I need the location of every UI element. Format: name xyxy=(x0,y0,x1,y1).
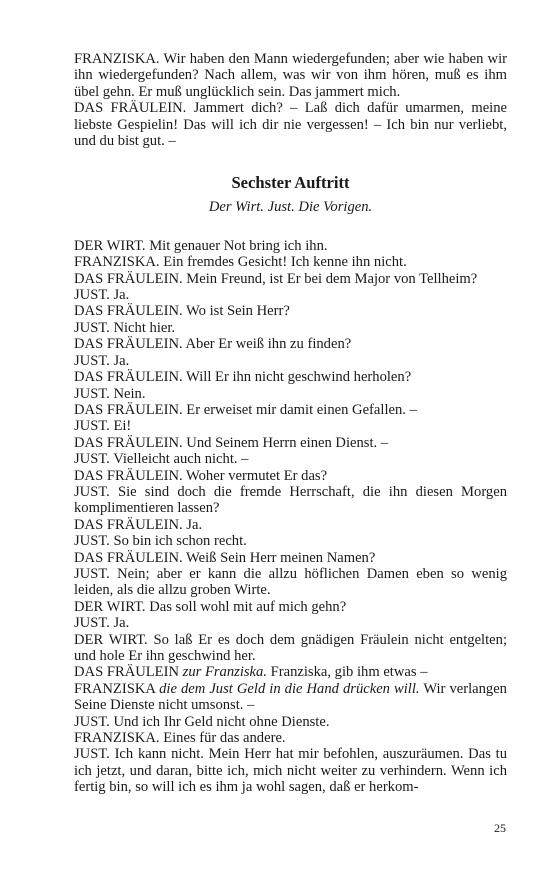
intro-paragraph-2: DAS FRÄULEIN. Jammert dich? – Laß dich dafür umarmen, meine liebste Gespielin! Das will ich dir nie vergessen! – Ich bin nur verliebt, und du bist gut. – xyxy=(74,100,507,150)
dialogue-text: Wir verlangen Seine Dienste nicht umsonst. – xyxy=(74,680,507,714)
dialogue-line-with-direction xyxy=(74,681,507,714)
dialogue-line: JUST. So bin ich schon recht. xyxy=(74,533,247,550)
dialogue-line: DAS FRÄULEIN. Weiß Sein Herr meinen Namen? xyxy=(74,549,376,566)
stage-direction-inline: zur Franziska. xyxy=(182,664,267,681)
dialogue-line: JUST. Ja. xyxy=(74,352,130,369)
dialogue-line: DER WIRT. So laß Er es doch dem gnädigen Fräulein nicht entgelten; und hole Er ihn geschwind her. xyxy=(74,631,507,664)
stage-direction-inline: die dem Just Geld in die Hand drücken will. xyxy=(159,680,420,697)
dialogue-line: JUST. Ja. xyxy=(74,615,130,632)
dialogue-line: FRANZISKA. Ein fremdes Gesicht! Ich kenne ihn nicht. xyxy=(74,254,407,271)
dialogue-line: JUST. Nein. xyxy=(74,385,146,402)
scene-title: Sechster Auftritt xyxy=(231,173,350,193)
dialogue-line: JUST. Nein; aber er kann die allzu höflichen Damen eben so wenig leiden, als die allzu groben Wirte. xyxy=(74,565,507,599)
dialogue-line: DER WIRT. Mit genauer Not bring ich ihn. xyxy=(74,237,328,254)
page-number: 25 xyxy=(494,821,506,835)
dialogue-block xyxy=(74,238,507,796)
intro-paragraph-1: FRANZISKA. Wir haben den Mann wiedergefunden; aber wie haben wir ihn wiedergefunden? Nach allem, was wir von ihm hören, muß es ihm übel gehn. Er muß unglücklich sein. Das jammert mich. xyxy=(74,51,507,100)
dialogue-line: JUST. Nicht hier. xyxy=(74,319,176,336)
dialogue-line: FRANZISKA. Eines für das andere. xyxy=(74,730,286,747)
dialogue-line: JUST. Ich kann nicht. Mein Herr hat mir befohlen, auszuräumen. Das tu ich jetzt, und daran, bitte ich, mich nicht weiter zu verhindern. Wenn ich fertig bin, so will ich es ihm ja wohl sagen, daß er herkom- xyxy=(74,746,507,796)
dialogue-line: JUST. Und ich Ihr Geld nicht ohne Dienste. xyxy=(74,713,330,730)
dialogue-line: DAS FRÄULEIN. Aber Er weiß ihn zu finden? xyxy=(74,336,352,353)
page-body xyxy=(74,51,507,796)
intro-block xyxy=(74,51,507,149)
dialogue-line: DAS FRÄULEIN. Woher vermutet Er das? xyxy=(74,467,328,484)
dialogue-line: JUST. Ja. xyxy=(74,287,130,304)
dialogue-line: DAS FRÄULEIN. Und Seinem Herrn einen Dienst. – xyxy=(74,434,389,451)
dialogue-line: JUST. Vielleicht auch nicht. – xyxy=(74,451,249,468)
dialogue-line: JUST. Ei! xyxy=(74,418,132,435)
dialogue-line: JUST. Sie sind doch die fremde Herrschaft, die ihn diesen Morgen komplimentieren lassen? xyxy=(74,483,507,517)
dialogue-line: DAS FRÄULEIN. Wo ist Sein Herr? xyxy=(74,303,290,320)
dialogue-line-with-direction xyxy=(74,664,507,680)
speaker-name: DAS FRÄULEIN xyxy=(74,664,179,681)
dialogue-line: DER WIRT. Das soll wohl mit auf mich gehn? xyxy=(74,598,347,615)
dialogue-line: DAS FRÄULEIN. Ja. xyxy=(74,516,203,533)
stage-direction: Der Wirt. Just. Die Vorigen. xyxy=(208,199,373,216)
dialogue-line: DAS FRÄULEIN. Mein Freund, ist Er bei dem Major von Tellheim? xyxy=(74,270,478,287)
speaker-name: FRANZISKA xyxy=(74,680,156,697)
dialogue-text: Franziska, gib ihm etwas – xyxy=(266,664,428,681)
dialogue-line: DAS FRÄULEIN. Will Er ihn nicht geschwind herholen? xyxy=(74,369,412,386)
dialogue-line: DAS FRÄULEIN. Er erweiset mir damit einen Gefallen. – xyxy=(74,401,417,418)
